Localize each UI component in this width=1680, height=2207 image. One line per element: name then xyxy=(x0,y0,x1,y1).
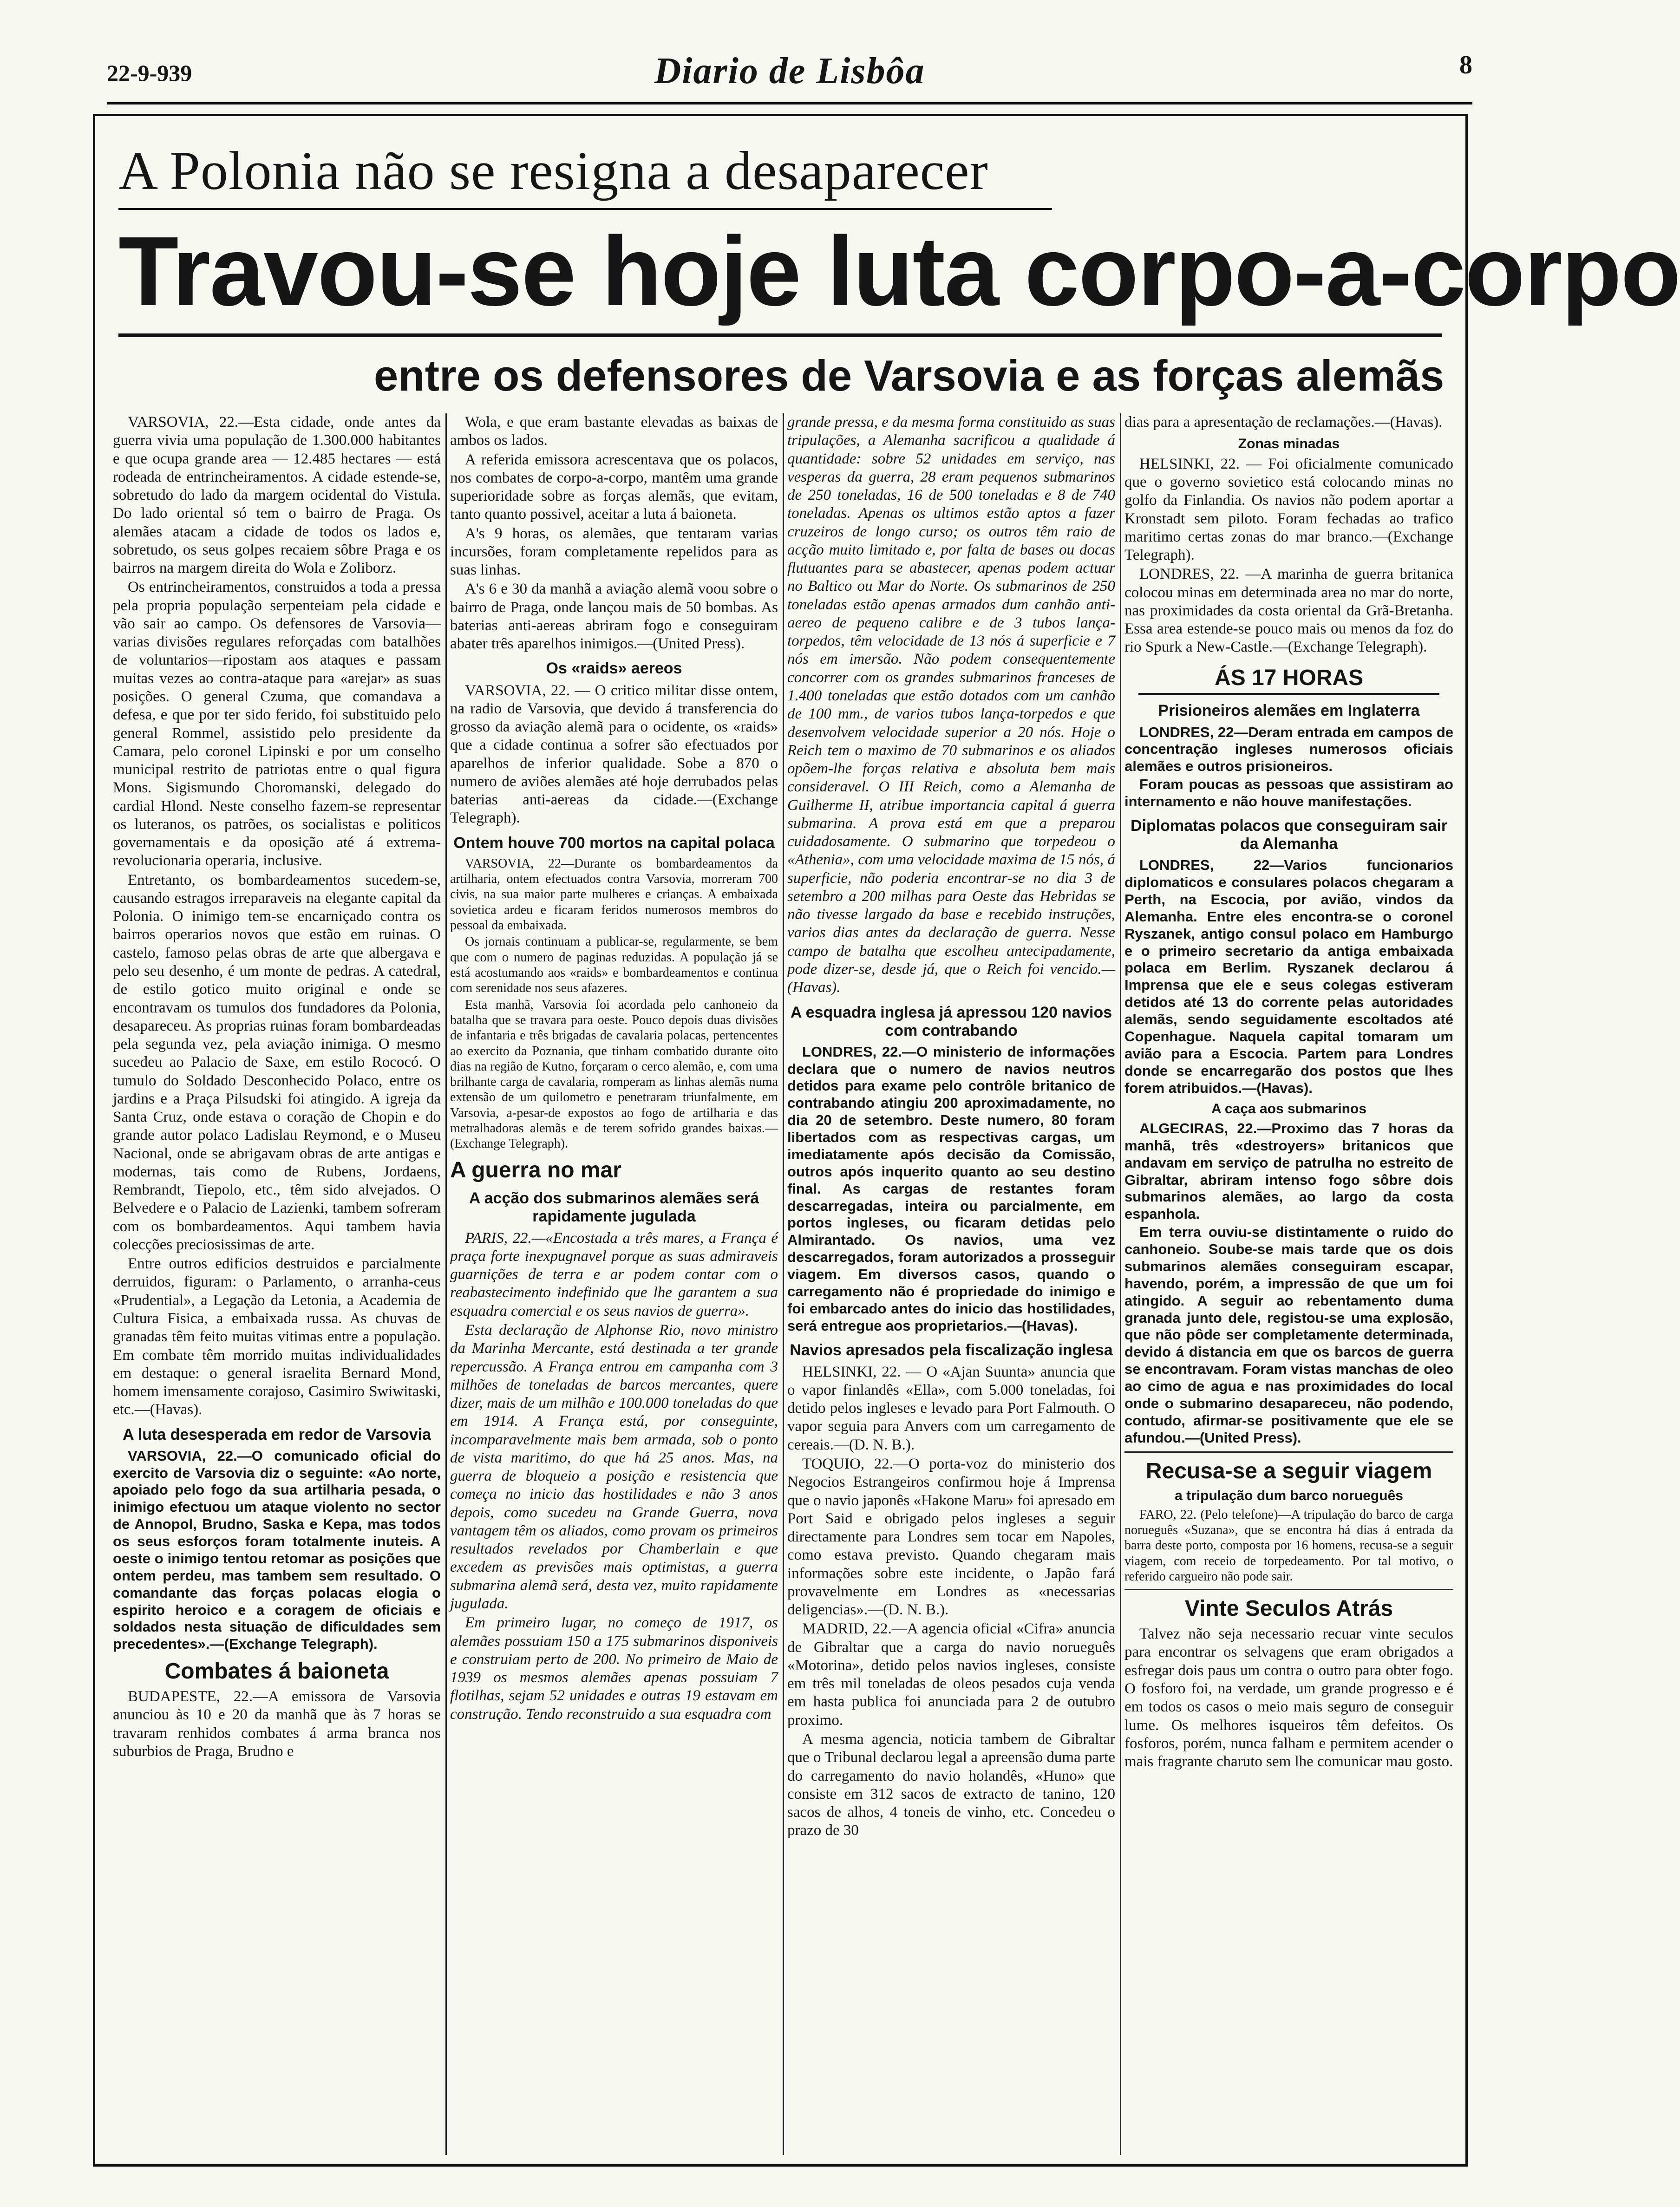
paragraph: Entretanto, os bombardeamentos sucedem-se, causando estragos irreparaveis na elegante capital da Polonia. O inimigo tem-se encarniçado contra os bairros operarios novos que estão em ruinas. O castelo, famoso pelas obras de arte que albergava e pelo seu desenho, é um monte de pedras. A catedral, de estilo gotico muito original e onde se encontravam os tumulos dos fundadores da Polonia, desapareceu. As proprias ruinas foram bombardeadas pela segunda vez, pela aviação inimiga. O mesmo sucedeu ao Palacio de Saxe, em estilo Rococó. O tumulo do Soldado Desconhecido Polaco, entre os jardins e a Praça Pilsudski foi atingido. A igreja da Santa Cruz, onde estava o coração de Chopin e do grande autor polaco Ladislau Reymond, e o Museu Nacional, onde se abrigavam obras de arte antigas e modernas, tais como de Rubens, Jordaens, Rembrandt, Tiepolo, etc., têm sido alvejados. O Belvedere e o Palacio de Lazienki, tambem sofreram com os bombardeamentos. Aqui tambem havia colecções preciosissimas de arte. xyxy=(113,871,441,1253)
paragraph: A referida emissora acrescentava que os polacos, nos combates de corpo-a-corpo, mantêm uma grande superioridade sobre as forças alemãs, que evitam, tanto quanto possivel, aceitar a luta á baioneta. xyxy=(450,451,778,523)
section-heading: A caça aos submarinos xyxy=(1211,1101,1367,1117)
paragraph: Foram poucas as pessoas que assistiram ao internamento e não houve manifestações. xyxy=(1124,776,1453,810)
paragraph: A's 6 e 30 da manhã a aviação alemã voou sobre o bairro de Praga, onde lançou mais de 50 bombas. As baterias anti-aereas abriram fogo e conseguiram abater três aparelhos inimigos.—(United Press). xyxy=(450,581,778,653)
section-heading: A luta desesperada em redor de Varsovia xyxy=(123,1425,431,1443)
masthead-rule xyxy=(107,102,1472,104)
paragraph: BUDAPESTE, 22.—A emissora de Varsovia anunciou às 10 e 20 da manhã que às 7 horas se travaram renhidos combates á arma branca nos suburbios de Praga, Brudno e xyxy=(113,1688,441,1760)
paragraph: VARSOVIA, 22.—Esta cidade, onde antes da guerra vivia uma população de 1.300.000 habitantes e que ocupa grande area — 12.485 hectares — está rodeada de entrincheiramentos. A cidade estende-se, sobretudo do lado da margem ocidental do Vistula. Do lado oriental só tem o bairro de Praga. Os alemães atacam a cidade de todos os lados e, sobretudo, os seus golpes recaiem sôbre Praga e os bairros na margem direita do Wola e Zoliborz. xyxy=(113,414,441,577)
section-heading: Os «raids» aereos xyxy=(546,659,682,678)
paragraph: Em terra ouviu-se distintamente o ruido do canhoneio. Soube-se mais tarde que os dois submarinos alemães conseguiram escapar, havendo, porém, a impressão de que um foi atingido. A seguir ao rebentamento duma granada junto dele, registou-se uma explosão, que não pôde ser completamente determinada, devido á distancia em que os barcos de guerra se encontravam. Foram vistas manchas de oleo ao cimo de agua e nas proximidades do local onde o submarino desapareceu, não podendo, contudo, afirmar-se positivamente que ele se afundou.—(United Press). xyxy=(1124,1224,1453,1446)
paragraph: HELSINKI, 22. — Foi oficialmente comunicado que o governo sovietico está colocando minas no golfo da Finlandia. Os navios não podem aportar a Kronstadt sem piloto. Foram fechadas ao trafico maritimo certas zonas do mar branco.—(Exchange Telegraph). xyxy=(1124,455,1453,564)
section-heading: Vinte Seculos Atrás xyxy=(1184,1596,1393,1621)
paragraph: MADRID, 22.—A agencia oficial «Cifra» anuncia de Gibraltar que a carga do navio norueguês «Motorina», detido pelos navios ingleses, consiste em três mil toneladas de oleos pesados cuja venda em hasta publica foi anunciada para 2 de outubro proximo. xyxy=(787,1620,1115,1729)
masthead-bar xyxy=(107,50,1472,106)
newspaper-title: Diario de Lisbôa xyxy=(654,51,925,91)
paragraph: Wola, e que eram bastante elevadas as baixas de ambos os lados. xyxy=(450,414,778,449)
section-heading: Recusa-se a seguir viagem xyxy=(1145,1458,1432,1483)
section-heading: Diplomatas polacos que conseguiram sair da Alemanha xyxy=(1130,816,1448,853)
section-heading: A guerra no mar xyxy=(450,1157,621,1182)
paragraph: LONDRES, 22—Varios funcionarios diplomaticos e consulares polacos chegaram a Perth, na Escocia, por avião, vindos da Alemanha. Entre eles encontra-se o coronel Ryszanek, antigo consul polaco em Hamburgo e o primeiro secretario da antiga embaixada polaca em Berlim. Ryszanek declarou á Imprensa que ele e seus colegas estiveram detidos até 13 do corrente pelas autoridades alemãs, sendo seguidamente escoltados até Copenhague. Naquela capital tomaram um avião para a Escocia. Partem para Londres donde se encarregarão dos postos que lhes forem atribuidos.—(Havas). xyxy=(1124,857,1453,1096)
paragraph: Esta manhã, Varsovia foi acordada pelo canhoneio da batalha que se travara para oeste. Pouco depois duas divisões de infantaria e três brigadas de cavalaria polacas, pertencentes ao exercito da Poznania, que tinham combatido durante oito dias na região de Kutno, forçaram o cerco alemão, e, com uma brilhante carga de cavalaria, romperam as linhas alemãs numa extensão de um quilometro e penetraram triunfalmente, em Varsovia, a-pesar-de expostos ao fogo de artilharia e das metralhadoras alemãs e de terem sofrido grandes baixas.—(Exchange Telegraph). xyxy=(450,997,778,1151)
section-heading: Navios apresados pela fiscalização inglesa xyxy=(790,1341,1113,1359)
paragraph: Esta declaração de Alphonse Rio, novo ministro da Marinha Mercante, está destinada a ter grande repercussão. A França entrou em campanha com 3 milhões de toneladas de barcos mercantes, quere dizer, mais de um milhão e 100.000 toneladas do que em 1914. A França está, por conseguinte, incomparavelmente mais bem armada, sob o ponto de vista maritimo, do que há 25 anos. Mas, na guerra de bloqueio a posição e resistencia que começa no inicio das hostilidades e não 3 anos depois, como sucedeu na Grande Guerra, nova vantagem têm os aliados, como provam os primeiros resultados revelados por Chamberlain e que excedem as previsões mais optimistas, a guerra submarina alemã será, desta vez, muito rapidamente jugulada. xyxy=(450,1322,778,1612)
article-frame xyxy=(93,114,1680,2167)
section-subheading: a tripulação dum barco norueguês xyxy=(1175,1488,1403,1504)
paragraph: A's 9 horas, os alemães, que tentaram varias incursões, foram completamente repelidos para as suas linhas. xyxy=(450,525,778,579)
paragraph: LONDRES, 22.—O ministerio de informações declara que o numero de navios neutros detidos para exame pelo contrôle britanico de contrabando atingiu 200 aproximadamente, no dia 20 de setembro. Deste numero, 80 foram libertados com as respectivas cargas, um imediatamente após decisão da Comissão, outros após inquerito quanto ao seu destino final. As cargas de restantes foram descarregadas, inteira ou parcialmente, em portos ingleses, ou ficaram detidas pelo Almirantado. Os navios, uma vez descarregados, foram autorizados a prosseguir viagem. Em diversos casos, quando o carregamento não é propriedade do inimigo e foi embarcado antes do inicio das hostilidades, será entregue aos proprietarios.—(Havas). xyxy=(787,1043,1115,1334)
headline-rule xyxy=(118,333,1442,337)
paragraph: Talvez não seja necessario recuar vinte seculos para encontrar os selvagens que eram obrigados a esfregar dois paus um contra o outro para obter fogo. O fosforo foi, na verdade, um grande progresso e é em todos os casos o meio mais seguro de conseguir lume. Os melhores isqueiros têm defeitos. Os fosforos, porém, nunca falham e permitem acender o mais fragrante charuto sem lhe comunicar mau gosto. xyxy=(1124,1626,1453,1770)
paragraph: VARSOVIA, 22—Durante os bombardeamentos da artilharia, ontem efectuados contra Varsovia, morreram 700 civis, na sua maior parte mulheres e crianças. A embaixada sovietica ardeu e ficaram feridos numerosos membros do pessoal da embaixada. xyxy=(450,856,778,933)
column-2 xyxy=(445,413,783,2155)
kicker-headline: A Polonia não se resigna a desaparecer xyxy=(118,140,988,201)
paragraph: dias para a apresentação de reclamações.—(Havas). xyxy=(1124,414,1443,431)
paragraph: Entre outros edificios destruidos e parcialmente derruidos, figuram: o Parlamento, o arranha-ceus «Prudential», a Legação da Letonia, a Academia de Cultura Fisica, a embaixada russa. As chuvas de granadas têm feito muitas vitimas entre a população. Em combate têm morrido muitas individualidades em destaque: o general israelita Bernard Mond, homem imensamente corajoso, Casimiro Swiwitaski, etc.—(Havas). xyxy=(113,1255,441,1418)
paragraph: Os entrincheiramentos, construidos a toda a pressa pela propria população serpenteiam pela cidade e vão sair ao campo. Os defensores de Varsovia—varias divisões regulares reforçadas com batalhões de voluntarios—ripostam aos ataques e passam muitas vezes ao contra-ataque para «arejar» as suas posições. O general Czuma, que comandava a defesa, e que por ter sido ferido, foi substituido pelo general Rommel, assistido pelo presidente da Camara, pelo coronel Lipinski e por um conselho municipal restrito de patriotas entre o qual figura Mons. Sigismundo Choromanski, delegado do cardial Hlond. Neste conselho fazem-se representar os luteranos, os patrões, os socialistas e politicos governamentais e da oposição até á extrema-revolucionaria operaria, inclusive. xyxy=(113,579,441,869)
paragraph: Os jornais continuam a publicar-se, regularmente, se bem que com o numero de paginas reduzidas. A população já se está acostumando aos «raids» e bombardeamentos e continua com serenidade nos seus afazeres. xyxy=(450,934,778,996)
article-columns xyxy=(108,413,1458,2155)
page-number: 8 xyxy=(1459,51,1472,79)
column-1 xyxy=(108,413,445,2155)
paragraph: VARSOVIA, 22. — O critico militar disse ontem, na radio de Varsovia, que devido á transferencia do grosso da aviação alemã para o ocidente, os «raids» que a cidade continua a sofrer são efectuados por aparelhos de inferior qualidade. Sobe a 870 o numero de aviões alemães até hoje derrubados pelas baterias anti-aereas da cidade.—(Exchange Telegraph). xyxy=(450,682,778,827)
paragraph: A mesma agencia, noticia tambem de Gibraltar que o Tribunal declarou legal a apreensão duma parte do carregamento do navio holandês, «Huno» que consiste em 312 sacos de extracto de tanino, 120 sacos de alhos, 4 toneis de vinho, etc. Concedeu o prazo de 30 xyxy=(787,1730,1115,1839)
section-heading: A acção dos submarinos alemães será rapidamente jugulada xyxy=(469,1189,759,1225)
section-heading: A esquadra inglesa já apressou 120 navios com contrabando xyxy=(790,1003,1112,1039)
section-divider xyxy=(1124,1451,1453,1453)
section-heading: Zonas minadas xyxy=(1238,436,1340,452)
subheadline: entre os defensores de Varsovia e as forças alemãs xyxy=(374,351,1445,400)
column-3 xyxy=(783,413,1120,2155)
section-divider xyxy=(1124,1589,1453,1590)
section-heading: Prisioneiros alemães em Inglaterra xyxy=(1158,702,1420,720)
paragraph: LONDRES, 22. —A marinha de guerra britanica colocou minas em determinada area no mar do norte, nas proximidades da costa oriental da Grã-Bretanha. Essa area estende-se pouco mais ou menos da foz do rio Spurk a New-Castle.—(Exchange Telegraph). xyxy=(1124,566,1453,656)
column-4 xyxy=(1120,413,1458,2155)
section-heading: Ontem houve 700 mortos na capital polaca xyxy=(453,834,775,852)
paragraph: PARIS, 22.—«Encostada a três mares, a França é praça forte inexpugnavel porque as suas admiraveis guarnições de terra e ar podem contar com o reabastecimento indefinido que lhe garantem a sua esquadra comercial e os seus navios de guerra». xyxy=(450,1229,778,1319)
paragraph: grande pressa, e da mesma forma constituido as suas tripulações, a Alemanha sacrificou a qualidade á quantidade: sobre 52 unidades em serviço, nas vesperas da guerra, 28 eram pequenos submarinos de 250 toneladas, 16 de 500 toneladas e 8 de 740 toneladas. Apenas os ultimos estão aptos a fazer cruzeiros de longo curso; os outros têm raio de acção muito limitado e, por falta de bases ou docas flutuantes para se abastecer, apenas podem actuar no Baltico ou Mar do Norte. Os submarinos de 250 toneladas estão apenas armados dum canhão anti-aereo de pequeno calibre e de 3 tubos lança-torpedos, têm velocidade de 13 nós á superficie e 7 nós em imersão. Não podem consequentemente concorrer com os grandes submarinos franceses de 1.400 toneladas que estão dotados com um canhão de 100 mm., de varios tubos lança-torpedos e que desenvolvem velocidade superior a 20 nós. Hoje o Reich tem o maximo de 70 submarinos e os aliados opõem-lhe forças relativa e absoluta bem mais consideravel. O III Reich, como a Alemanha de Guilherme II, atribue importancia capital á guerra submarina. A prova está em que a preparou cuidadosamente. O submarino que torpedeou o «Athenia», com uma velocidade maxima de 15 nós, á superficie, não poderia encontrar-se no dia 3 de setembro a 200 milhas para Oeste das Hebridas se não tivesse largado da base e recebido instruções, varios dias antes da declaração de guerra. Nesse campo de batalha que escolheu antecipadamente, pode dizer-se, desde já, que o Reich foi vencido.—(Havas). xyxy=(787,414,1115,996)
issue-date: 22-9-939 xyxy=(107,60,192,86)
main-headline: Travou-se hoje luta corpo-a-corpo xyxy=(118,216,1680,326)
paragraph: LONDRES, 22—Deram entrada em campos de concentração ingleses numerosos oficiais alemães e outros prisioneiros. xyxy=(1124,724,1453,775)
paragraph: ALGECIRAS, 22.—Proximo das 7 horas da manhã, três «destroyers» britanicos que andavam em serviço de patrulha no estreito de Gibraltar, abriram intenso fogo sôbre dois submarinos alemães, ao largo da costa espanhola. xyxy=(1124,1120,1453,1222)
section-heading: ÁS 17 HORAS xyxy=(1138,666,1439,696)
paragraph: FARO, 22. (Pelo telefone)—A tripulação do barco de carga norueguês «Suzana», que se encontra há dias á entrada da barra deste porto, composta por 16 homens, recusa-se a seguir viagem, com receio de torpedeamento. Por tal motivo, o referido cargueiro não pode sair. xyxy=(1124,1507,1453,1584)
paragraph: HELSINKI, 22. — O «Ajan Suunta» anuncia que o vapor finlandês «Ella», com 5.000 toneladas, foi detido pelos ingleses e levado para Port Falmouth. O vapor seguia para Anvers com um carregamento de cereais.—(D. N. B.). xyxy=(787,1363,1115,1453)
kicker-underline xyxy=(118,208,1052,210)
paragraph: VARSOVIA, 22.—O comunicado oficial do exercito de Varsovia diz o seguinte: «Ao norte, apoiado pelo fogo da sua artilharia pesada, o inimigo efectuou um ataque violento no sector de Annopol, Brudno, Saska e Kepa, mas todos os seus esforços foram totalmente inuteis. A oeste o inimigo tentou retomar as posições que ontem perdeu, mas tambem sem resultado. O comandante das forças polacas elogia o espirito heroico e a coragem de oficiais e soldados nesta situação de dificuldades sem precedentes».—(Exchange Telegraph). xyxy=(113,1447,441,1652)
section-heading: Combates á baioneta xyxy=(164,1659,389,1684)
paragraph: Em primeiro lugar, no começo de 1917, os alemães possuiam 150 a 175 submarinos disponiveis e construiam perto de 200. No primeiro de Maio de 1939 os mesmos alemães apenas possuiam 7 flotilhas, sejam 52 unidades e outras 19 estavam em construção. Tendo reconstruido a sua esquadra com xyxy=(450,1614,778,1723)
paragraph: TOQUIO, 22.—O porta-voz do ministerio dos Negocios Estrangeiros confirmou hoje á Imprensa que o navio japonês «Hakone Maru» foi apresado em Port Said e obrigado pelos ingleses a seguir directamente para Londres sem tocar em Napoles, como estava previsto. Quando chegaram mais informações sobre este incidente, o Japão fará provavelmente em Londres as «necessarias deligencias».—(D. N. B.). xyxy=(787,1455,1115,1619)
